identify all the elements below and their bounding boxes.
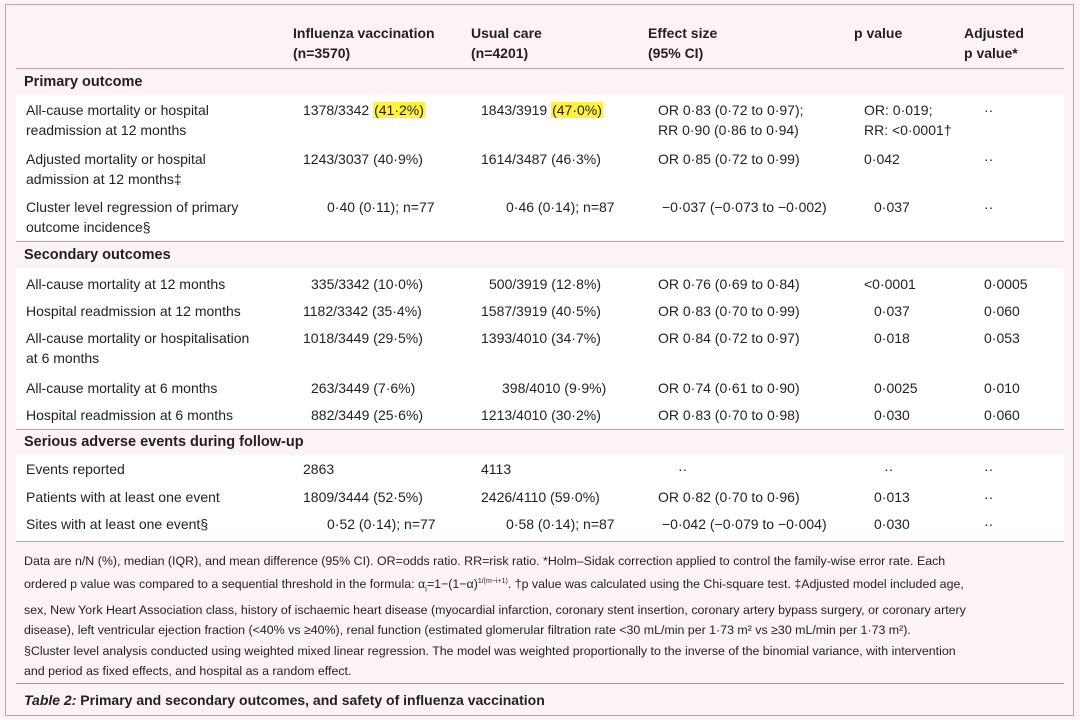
adjusted-p-value: ·· — [984, 516, 994, 532]
p-value: ·· — [884, 461, 894, 477]
effect-size-value: OR 0·83 (0·72 to 0·97); RR 0·90 (0·86 to 0·94) — [658, 102, 804, 138]
usual-care-value: 1213/4010 (30·2%) — [481, 407, 601, 423]
effect-size-value: OR 0·74 (0·61 to 0·90) — [658, 380, 800, 396]
p-value: 0·042 — [864, 151, 900, 167]
table-caption — [24, 692, 545, 708]
table-row — [16, 149, 1064, 193]
effect-size-value: OR 0·76 (0·69 to 0·84) — [658, 276, 800, 292]
p-value: 0·030 — [874, 516, 910, 532]
vaccination-value: 1182/3342 (35·4%) — [303, 303, 422, 319]
p-value: 0·0025 — [874, 380, 918, 396]
effect-size-value: OR 0·84 (0·72 to 0·97) — [658, 330, 800, 346]
vaccination-value: 1018/3449 (29·5%) — [303, 330, 423, 346]
p-value: 0·030 — [874, 407, 910, 423]
footnote-line: §Cluster level analysis conducted using weighted mixed linear regression. The model was weighted proportionally to the inverse of the binomial variance, with intervention — [24, 643, 956, 658]
highlighted-percent: (47·0%) — [552, 102, 602, 118]
vaccination-value: 882/3449 (25·6%) — [311, 407, 424, 423]
row-label: All-cause mortality or hospital readmission at 12 months — [26, 102, 209, 138]
row-label: All-cause mortality at 6 months — [26, 380, 218, 396]
p-value: 0·037 — [874, 199, 910, 215]
effect-size-value: ·· — [678, 461, 688, 477]
footnote-line: Data are n/N (%), median (IQR), and mean difference (95% CI). OR=odds ratio. RR=risk ratio. *Holm–Sidak correction applied to control the family-wise error rate. Each — [24, 554, 946, 568]
section-title-adverse-events: Serious adverse events during follow-up — [24, 434, 304, 450]
usual-care-value: 0·46 (0·14); n=87 — [506, 199, 615, 215]
section-secondary-rows — [16, 268, 1064, 428]
adjusted-p-value: 0·0005 — [984, 276, 1028, 292]
usual-care-value: 1393/4010 (34·7%) — [481, 330, 601, 346]
table-bottom-rule — [16, 541, 1064, 542]
section-title-secondary: Secondary outcomes — [24, 247, 171, 263]
vaccination-value: 1378/3342 (41·2%) — [303, 102, 424, 118]
vaccination-value: 263/3449 (7·6%) — [311, 380, 416, 396]
adjusted-p-value: 0·053 — [984, 330, 1020, 346]
adjusted-p-value: ·· — [984, 199, 994, 215]
usual-care-value: 1587/3919 (40·5%) — [481, 303, 601, 319]
row-label: Cluster level regression of primary outcome incidence§ — [26, 199, 239, 235]
caption-rule — [16, 683, 1064, 684]
row-label: Patients with at least one event — [26, 489, 220, 505]
effect-size-value: OR 0·82 (0·70 to 0·96) — [658, 489, 800, 505]
col-header-p-value: p value — [854, 25, 903, 41]
highlighted-percent: (41·2%) — [374, 102, 424, 118]
adjusted-p-value: 0·010 — [984, 380, 1020, 396]
caption-text: Primary and secondary outcomes, and safety of influenza vaccination — [76, 692, 545, 708]
effect-size-value: OR 0·83 (0·70 to 0·98) — [658, 407, 800, 423]
col-header-adjusted-p: Adjusted p value* — [964, 25, 1024, 61]
p-value: 0·013 — [874, 489, 910, 505]
vaccination-value: 0·52 (0·14); n=77 — [327, 516, 436, 532]
section-title-primary: Primary outcome — [24, 74, 143, 90]
usual-care-value: 1614/3487 (46·3%) — [481, 151, 601, 167]
row-label: All-cause mortality at 12 months — [26, 276, 226, 292]
adjusted-p-value: ·· — [984, 102, 994, 118]
row-label: Sites with at least one event§ — [26, 516, 209, 532]
row-label: Hospital readmission at 6 months — [26, 407, 233, 423]
footnote-line: and period as fixed effects, and hospital as a random effect. — [24, 664, 352, 679]
table-row — [16, 328, 1064, 372]
usual-care-value: 4113 — [481, 461, 512, 477]
adjusted-p-value: ·· — [984, 151, 994, 167]
footnote-line: disease), left ventricular ejection fraction (<40% vs ≥40%), renal function (estimated glomerular filtration rate <30 mL/min per 1·73 m² vs ≥30 mL/min per 1·73 m²). — [24, 623, 911, 638]
table-row — [16, 100, 1064, 144]
usual-care-value: 398/4010 (9·9%) — [502, 380, 607, 396]
usual-care-value: 1843/3919 (47·0%) — [481, 102, 602, 118]
adjusted-p-value: 0·060 — [984, 303, 1020, 319]
effect-size-value: −0·037 (−0·073 to −0·002) — [662, 199, 827, 215]
p-value: 0·018 — [874, 330, 910, 346]
effect-size-value: OR 0·85 (0·72 to 0·99) — [658, 151, 800, 167]
adjusted-p-value: 0·060 — [984, 407, 1020, 423]
caption-label: Table 2: — [24, 692, 77, 708]
vaccination-value: 2863 — [303, 461, 335, 477]
p-value: OR: 0·019; RR: <0·0001† — [864, 102, 952, 138]
table-figure — [5, 4, 1074, 716]
usual-care-value: 0·58 (0·14); n=87 — [506, 516, 615, 532]
footnote-line: sex, New York Heart Association class, history of ischaemic heart disease (myocardial infarction, coronary stent insertion, coronary artery bypass surgery, or coronary artery — [24, 602, 966, 617]
row-label: Adjusted mortality or hospital admission at 12 months‡ — [26, 151, 206, 187]
vaccination-value: 0·40 (0·11); n=77 — [327, 199, 435, 215]
col-header-vaccination: Influenza vaccination (n=3570) — [293, 25, 435, 61]
effect-size-value: −0·042 (−0·079 to −0·004) — [662, 516, 827, 532]
p-value: <0·0001 — [864, 276, 916, 292]
table-row — [16, 197, 1064, 241]
p-value: 0·037 — [874, 303, 910, 319]
col-header-usual-care: Usual care (n=4201) — [471, 25, 542, 61]
table-footnote — [24, 551, 1064, 682]
effect-size-value: OR 0·83 (0·70 to 0·99) — [658, 303, 800, 319]
footnote-line: ordered p value was compared to a sequential threshold in the formula: $\alpha_i=1-(1-\alpha)^{1/(m-i+1)}$. †p value was calculated using the Chi-square test. ‡Adjusted model included age, — [24, 576, 964, 594]
vaccination-value: 1243/3037 (40·9%) — [303, 151, 423, 167]
section-primary-rows — [16, 95, 1064, 240]
row-label: Hospital readmission at 12 months — [26, 303, 241, 319]
row-label: All-cause mortality or hospitalisation at 6 months — [26, 330, 250, 366]
adjusted-p-value: ·· — [984, 461, 994, 477]
vaccination-value: 335/3342 (10·0%) — [311, 276, 424, 292]
col-header-effect-size: Effect size (95% CI) — [648, 25, 718, 61]
table-header — [6, 13, 1073, 71]
adjusted-p-value: ·· — [984, 489, 994, 505]
usual-care-value: 2426/4110 (59·0%) — [481, 489, 600, 505]
usual-care-value: 500/3919 (12·8%) — [489, 276, 602, 292]
vaccination-value: 1809/3444 (52·5%) — [303, 489, 423, 505]
row-label: Events reported — [26, 461, 125, 477]
section-adverse-rows — [16, 455, 1064, 541]
